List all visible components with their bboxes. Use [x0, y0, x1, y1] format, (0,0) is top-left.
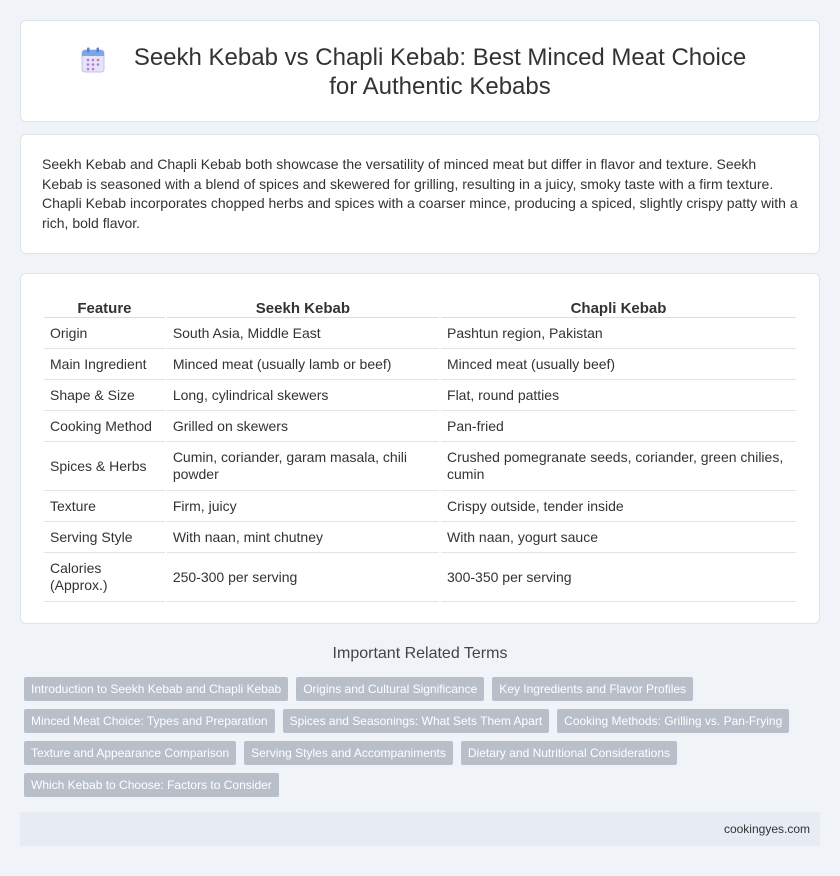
- intro-card: [20, 134, 820, 254]
- comparison-card: [20, 273, 820, 624]
- seekh-cell: 250-300 per serving: [167, 553, 439, 602]
- seekh-cell: South Asia, Middle East: [167, 318, 439, 349]
- chapli-cell: Pan-fried: [441, 411, 796, 442]
- related-terms-list: [24, 677, 804, 797]
- header-chapli: Chapli Kebab: [441, 294, 796, 318]
- seekh-cell: Cumin, coriander, garam masala, chili powder: [167, 442, 439, 491]
- footer: [20, 812, 820, 846]
- related-term-tag[interactable]: Texture and Appearance Comparison: [24, 741, 236, 765]
- comparison-table: [42, 294, 798, 602]
- table-row: [44, 380, 796, 411]
- table-row: [44, 349, 796, 380]
- feature-cell: Spices & Herbs: [44, 442, 165, 491]
- related-term-tag[interactable]: Dietary and Nutritional Considerations: [461, 741, 677, 765]
- related-term-tag[interactable]: Minced Meat Choice: Types and Preparation: [24, 709, 275, 733]
- related-term-tag[interactable]: Introduction to Seekh Kebab and Chapli Kebab: [24, 677, 288, 701]
- feature-cell: Main Ingredient: [44, 349, 165, 380]
- seekh-cell: Firm, juicy: [167, 491, 439, 522]
- seekh-cell: Long, cylindrical skewers: [167, 380, 439, 411]
- seekh-cell: Grilled on skewers: [167, 411, 439, 442]
- feature-cell: Origin: [44, 318, 165, 349]
- chapli-cell: 300-350 per serving: [441, 553, 796, 602]
- related-term-tag[interactable]: Spices and Seasonings: What Sets Them Apart: [283, 709, 550, 733]
- header-seekh: Seekh Kebab: [167, 294, 439, 318]
- chapli-cell: Crushed pomegranate seeds, coriander, green chilies, cumin: [441, 442, 796, 491]
- table-row: [44, 318, 796, 349]
- related-term-tag[interactable]: Which Kebab to Choose: Factors to Consider: [24, 773, 279, 797]
- title-wrap: [21, 43, 819, 101]
- related-term-tag[interactable]: Key Ingredients and Flavor Profiles: [492, 677, 693, 701]
- chapli-cell: Flat, round patties: [441, 380, 796, 411]
- table-row: [44, 522, 796, 553]
- table-row: [44, 442, 796, 491]
- table-row: [44, 411, 796, 442]
- header-feature: Feature: [44, 294, 165, 318]
- calendar-icon: [81, 47, 105, 73]
- page-title: Seekh Kebab vs Chapli Kebab: Best Minced Meat Choice for Authentic Kebabs: [133, 44, 747, 100]
- intro-paragraph: Seekh Kebab and Chapli Kebab both showcase the versatility of minced meat but differ in flavor and texture. Seekh Kebab is seasoned with a blend of spices and skewered for grilling, resulting in a juicy, smoky taste with a firm texture. Chapli Kebab incorporates chopped herbs and spices with a coarser mince, producing a spiced, slightly crispy patty with a rich, bold flavor.: [42, 156, 798, 231]
- table-row: [44, 553, 796, 602]
- table-row: [44, 491, 796, 522]
- footer-site-link[interactable]: cookingyes.com: [723, 822, 810, 836]
- chapli-cell: Pashtun region, Pakistan: [441, 318, 796, 349]
- feature-cell: Serving Style: [44, 522, 165, 553]
- feature-cell: Texture: [44, 491, 165, 522]
- seekh-cell: With naan, mint chutney: [167, 522, 439, 553]
- feature-cell: Cooking Method: [44, 411, 165, 442]
- chapli-cell: Crispy outside, tender inside: [441, 491, 796, 522]
- feature-cell: Shape & Size: [44, 380, 165, 411]
- table-header-row: [44, 294, 796, 318]
- title-card: [20, 20, 820, 122]
- related-term-tag[interactable]: Cooking Methods: Grilling vs. Pan-Frying: [557, 709, 789, 733]
- feature-cell: Calories (Approx.): [44, 553, 165, 602]
- chapli-cell: Minced meat (usually beef): [441, 349, 796, 380]
- related-term-tag[interactable]: Origins and Cultural Significance: [296, 677, 484, 701]
- related-terms-heading: Important Related Terms: [332, 645, 508, 662]
- chapli-cell: With naan, yogurt sauce: [441, 522, 796, 553]
- seekh-cell: Minced meat (usually lamb or beef): [167, 349, 439, 380]
- related-term-tag[interactable]: Serving Styles and Accompaniments: [244, 741, 453, 765]
